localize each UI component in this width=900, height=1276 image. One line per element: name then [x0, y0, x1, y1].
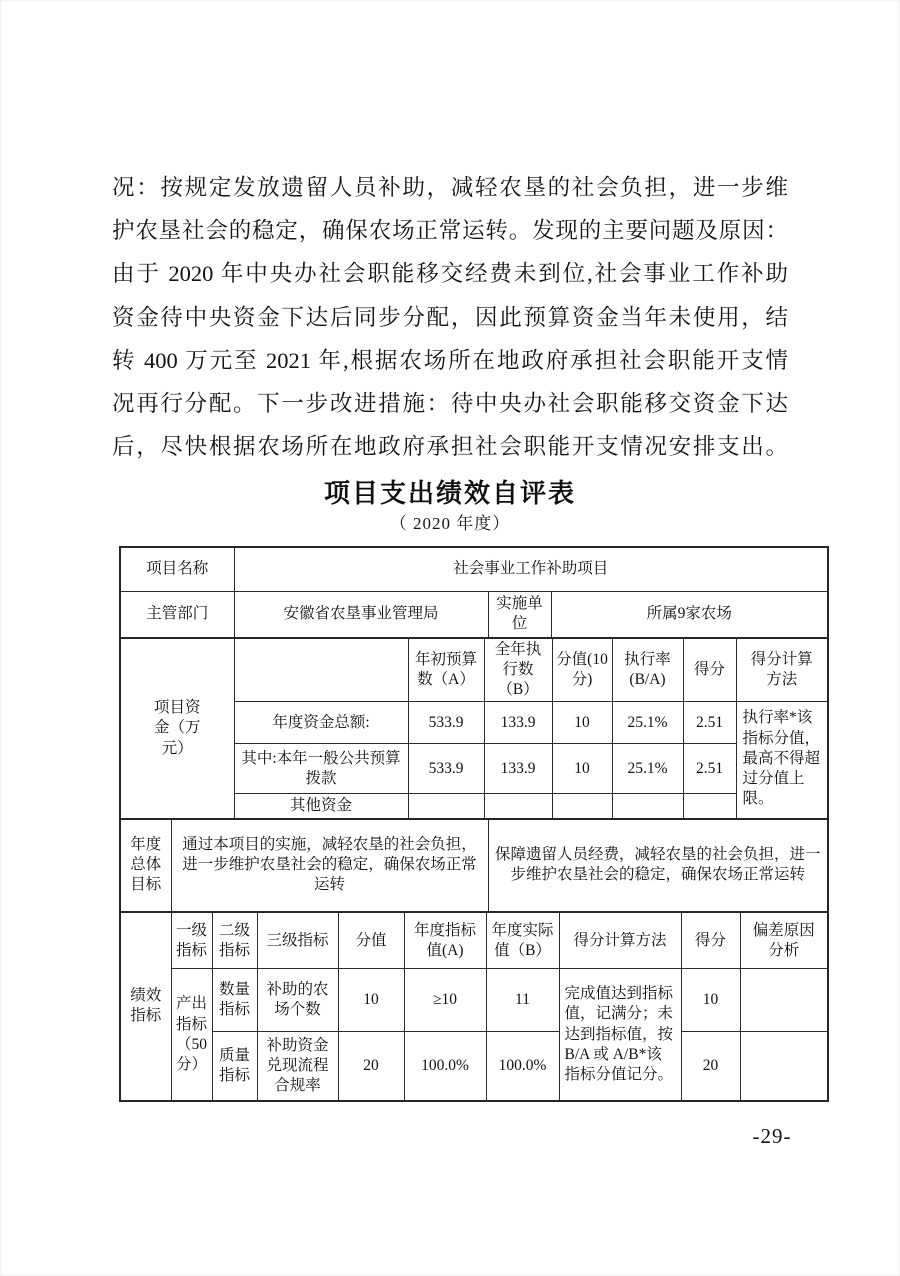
table-row — [120, 1032, 828, 1101]
cell-quality-level3: 补助资金兑现流程合规率 — [257, 1032, 338, 1101]
cell-public-budget-score: 2.51 — [683, 744, 736, 794]
cell-annual-total-points: 10 — [552, 702, 612, 744]
cell-annual-total-score: 2.51 — [683, 702, 736, 744]
performance-indicator-table — [119, 911, 829, 1102]
cell-quality-score: 20 — [681, 1032, 740, 1101]
page-title: 项目支出绩效自评表 — [323, 478, 576, 508]
cell-quantity-score: 10 — [681, 969, 740, 1032]
cell-header-executed: 全年执行数（B） — [484, 638, 552, 702]
cell-dept-value: 安徽省农垦事业管理局 — [234, 591, 488, 638]
cell-quality-deviation — [740, 1032, 828, 1101]
cell-quantity-level3: 补助的农场个数 — [257, 969, 338, 1032]
cell-perf-header-deviation: 偏差原因分析 — [740, 912, 828, 969]
cell-public-budget-executed: 133.9 — [484, 744, 552, 794]
annual-goal-table — [119, 818, 829, 913]
paragraph-line: 后，尽快根据农场所在地政府承担社会职能开支情况安排支出。 — [112, 434, 788, 460]
cell-quantity-points: 10 — [338, 969, 404, 1032]
cell-annual-total-name: 年度资金总额: — [234, 702, 408, 744]
cell-header-rate: 执行率(B/A) — [612, 638, 683, 702]
cell-impl-unit-label: 实施单位 — [488, 591, 551, 638]
cell-perf-header-actual: 年度实际值（B） — [486, 912, 559, 969]
cell-header-budget: 年初预算数（A） — [408, 638, 484, 702]
cell-quality-target: 100.0% — [404, 1032, 486, 1101]
cell-perf-method-note: 完成值达到指标值，记满分；未达到指标值，按B/A 或 A/B*该指标分值记分。 — [559, 969, 681, 1101]
page-subtitle: （ 2020 年度） — [389, 514, 511, 533]
cell-other-funds-name: 其他资金 — [234, 794, 408, 819]
cell-funds-label: 项目资金（万元） — [120, 638, 234, 819]
paragraph-line: 转 400 万元至 2021 年,根据农场所在地政府承担社会职能开支情 — [112, 347, 788, 373]
body-paragraph — [112, 166, 788, 468]
paragraph-line: 况再行分配。下一步改进措施：待中央办社会职能移交资金下达 — [112, 390, 788, 416]
cell-other-funds-executed — [484, 794, 552, 819]
page-number: -29- — [752, 1124, 792, 1148]
cell-goal-planned: 通过本项目的实施，减轻农垦的社会负担，进一步维护农垦社会的稳定，确保农场正常运转 — [171, 819, 488, 912]
cell-quality-points: 20 — [338, 1032, 404, 1101]
cell-goal-label: 年度总体目标 — [120, 819, 171, 912]
table-row — [120, 591, 828, 638]
cell-perf-header-target: 年度指标值(A) — [404, 912, 486, 969]
cell-other-funds-points — [552, 794, 612, 819]
table-row — [120, 969, 828, 1032]
table-row — [120, 912, 828, 969]
self-evaluation-table — [119, 546, 831, 1102]
cell-public-budget-name: 其中:本年一般公共预算拨款 — [234, 744, 408, 794]
table-row — [120, 638, 828, 702]
cell-header-method: 得分计算方法 — [736, 638, 828, 702]
cell-perf-level1-value: 产出指标（50分） — [171, 969, 212, 1101]
cell-header-score: 得分 — [683, 638, 736, 702]
cell-dept-label: 主管部门 — [120, 591, 234, 638]
paragraph-line: 护农垦社会的稳定，确保农场正常运转。发现的主要问题及原因： — [112, 218, 788, 244]
project-funds-table — [119, 637, 829, 820]
cell-funds-method-note: 执行率*该指标分值，最高不得超过分值上限。 — [736, 702, 828, 819]
cell-public-budget-budget: 533.9 — [408, 744, 484, 794]
cell-annual-total-rate: 25.1% — [612, 702, 683, 744]
cell-project-name-label: 项目名称 — [120, 547, 234, 591]
cell-perf-header-score: 得分 — [681, 912, 740, 969]
cell-quantity-level2: 数量指标 — [212, 969, 257, 1032]
cell-funds-header-blank — [234, 638, 408, 702]
cell-other-funds-rate — [612, 794, 683, 819]
cell-perf-header-level2: 二级指标 — [212, 912, 257, 969]
cell-quality-level2: 质量指标 — [212, 1032, 257, 1101]
table-row — [120, 547, 828, 591]
cell-quantity-actual: 11 — [486, 969, 559, 1032]
cell-annual-total-executed: 133.9 — [484, 702, 552, 744]
cell-other-funds-score — [683, 794, 736, 819]
table-row — [120, 819, 828, 912]
cell-perf-header-level3: 三级指标 — [257, 912, 338, 969]
cell-perf-header-level1: 一级指标 — [171, 912, 212, 969]
cell-public-budget-rate: 25.1% — [612, 744, 683, 794]
cell-annual-total-budget: 533.9 — [408, 702, 484, 744]
cell-project-name-value: 社会事业工作补助项目 — [234, 547, 828, 591]
paragraph-line: 况：按规定发放遗留人员补助，减轻农垦的社会负担，进一步维 — [112, 175, 788, 200]
cell-header-points: 分值(10分) — [552, 638, 612, 702]
cell-perf-header-method: 得分计算方法 — [559, 912, 681, 969]
cell-goal-actual: 保障遗留人员经费，减轻农垦的社会负担，进一步维护农垦社会的稳定，确保农场正常运转 — [488, 819, 828, 912]
paragraph-line: 资金待中央资金下达后同步分配，因此预算资金当年未使用，结 — [112, 304, 788, 330]
cell-public-budget-points: 10 — [552, 744, 612, 794]
cell-perf-header-points: 分值 — [338, 912, 404, 969]
cell-quality-actual: 100.0% — [486, 1032, 559, 1101]
cell-impl-unit-value: 所属9家农场 — [551, 591, 828, 638]
cell-perf-label: 绩效指标 — [120, 912, 171, 1101]
cell-other-funds-budget — [408, 794, 484, 819]
basic-info-table — [119, 546, 829, 639]
cell-quantity-deviation — [740, 969, 828, 1032]
cell-quantity-target: ≥10 — [404, 969, 486, 1032]
paragraph-line: 由于 2020 年中央办社会职能移交经费未到位,社会事业工作补助 — [112, 261, 788, 287]
